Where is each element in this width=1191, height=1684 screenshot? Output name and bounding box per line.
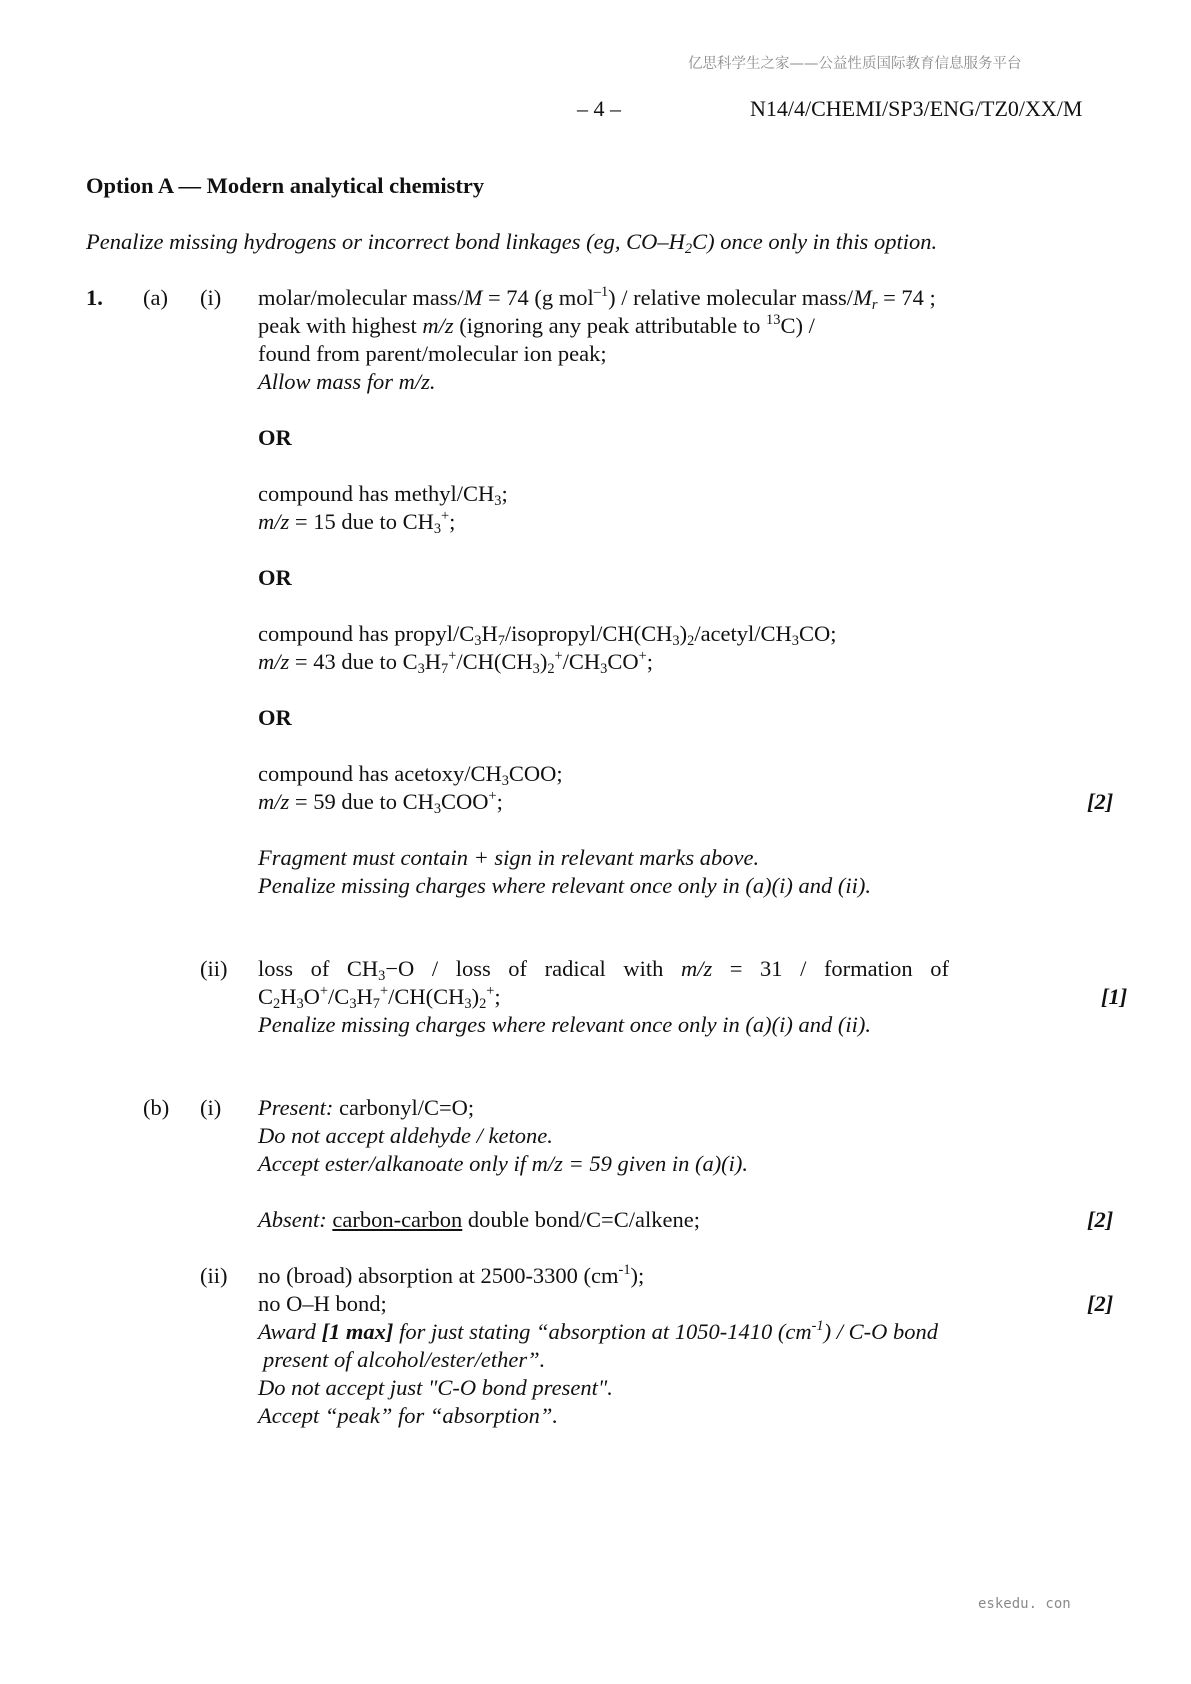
mark-a-ii: [1] bbox=[1101, 984, 1128, 1009]
b-i-note-ester: Accept ester/alkanoate only if m/z = 59 given in (a)(i). bbox=[258, 1151, 749, 1176]
alt-propyl-line-2: m/z = 43 due to $C_3H_7^+/CH(CH_3)_2^+/CH_3CO^+$; bbox=[258, 648, 654, 678]
subpart-a-i-label: (i) bbox=[200, 285, 222, 310]
a-i-note-fragment: Fragment must contain + sign in relevant marks above. bbox=[258, 845, 760, 870]
or-separator-3: OR bbox=[258, 705, 292, 730]
subpart-a-ii-label: (ii) bbox=[200, 956, 228, 981]
or-separator-1: OR bbox=[258, 425, 292, 450]
alt-methyl-line-2: m/z = 15 due to $CH_3^+$; bbox=[258, 508, 456, 538]
mark-b-ii: [2] bbox=[1087, 1291, 1114, 1316]
or-separator-2: OR bbox=[258, 565, 292, 590]
b-i-present: Present: carbonyl/C=O; bbox=[258, 1095, 475, 1120]
alt-acetoxy-line-1: compound has acetoxy/$CH_3COO$; bbox=[258, 761, 563, 790]
b-ii-line-1: no (broad) absorption at 2500-3300 $(cm^{-1})$; bbox=[258, 1262, 645, 1288]
a-ii-line-2: $C_2H_3O^+/C_3H_7^+/CH(CH_3)_2^+$; bbox=[258, 983, 501, 1013]
part-b-label: (b) bbox=[143, 1095, 170, 1120]
header-watermark: 亿思科学生之家——公益性质国际教育信息服务平台 bbox=[688, 56, 1022, 72]
b-ii-note-award: Award [1 max] for just stating “absorption at 1050-1410 $(cm^{-1}) / C-O$ bond bbox=[258, 1318, 938, 1344]
question-number: 1. bbox=[86, 285, 103, 310]
alt-acetoxy-line-2: m/z = 59 due to $CH_3COO^+$; bbox=[258, 788, 503, 818]
a-i-line-2: peak with highest m/z (ignoring any peak attributable to $^{13}$C) / bbox=[258, 312, 815, 338]
alt-methyl-line-1: compound has methyl/$CH_3$; bbox=[258, 481, 508, 510]
a-ii-note-penalize: Penalize missing charges where relevant once only in (a)(i) and (ii). bbox=[258, 1012, 871, 1037]
a-i-line-3: found from parent/molecular ion peak; bbox=[258, 341, 607, 366]
subpart-b-i-label: (i) bbox=[200, 1095, 222, 1120]
a-i-note-penalize: Penalize missing charges where relevant once only in (a)(i) and (ii). bbox=[258, 873, 871, 898]
a-i-line-1: molar/molecular mass/M = 74 (g mol$^{-1}$) / relative molecular mass/$M_r = 74$ ; bbox=[258, 284, 936, 314]
b-i-note-aldehyde: Do not accept aldehyde / ketone. bbox=[258, 1123, 553, 1148]
b-ii-line-2: no O–H bond; bbox=[258, 1291, 387, 1316]
page-number: – 4 – bbox=[577, 96, 621, 121]
b-ii-note-do-not-accept: Do not accept just "C-O bond present". bbox=[258, 1375, 613, 1400]
a-ii-line-1: loss of $CH_3-O$ / loss of radical with m/z = 31 / formation of bbox=[258, 956, 949, 985]
mark-a-i: [2] bbox=[1087, 789, 1114, 814]
b-ii-note-award-cont: present of alcohol/ester/ether”. bbox=[263, 1347, 546, 1372]
a-i-note-allow: Allow mass for m/z. bbox=[258, 369, 436, 394]
part-a-label: (a) bbox=[143, 285, 168, 310]
subpart-b-ii-label: (ii) bbox=[200, 1263, 228, 1288]
alt-propyl-line-1: compound has propyl/$C_3H_7/isopropyl/CH(CH_3)_2/acetyl/CH_3CO$; bbox=[258, 621, 837, 650]
intro-note: Penalize missing hydrogens or incorrect bond linkages (eg, $CO-H_2C$) once only in this option. bbox=[86, 229, 938, 258]
b-ii-note-accept-peak: Accept “peak” for “absorption”. bbox=[258, 1403, 559, 1428]
footer-watermark: eskedu. con bbox=[978, 1596, 1071, 1612]
page-title: Option A — Modern analytical chemistry bbox=[86, 173, 485, 198]
document-code: N14/4/CHEMI/SP3/ENG/TZ0/XX/M bbox=[750, 96, 1083, 121]
b-i-absent: Absent: carbon-carbon double bond/C=C/alkene; bbox=[258, 1207, 700, 1232]
mark-b-i: [2] bbox=[1087, 1207, 1114, 1232]
